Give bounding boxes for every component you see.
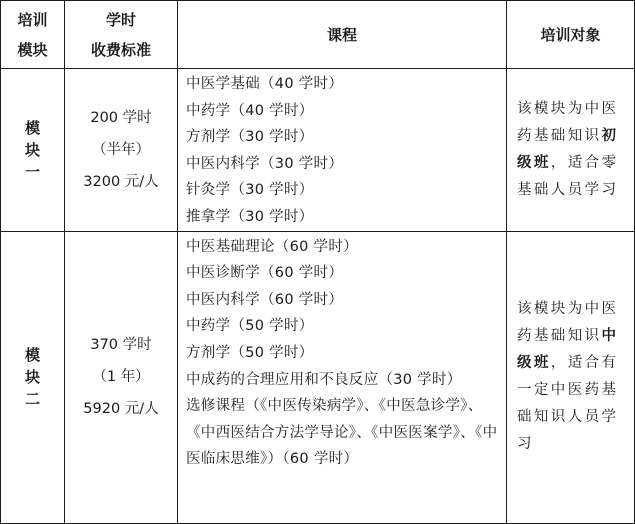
- target-level-bold: 初级班: [517, 127, 619, 171]
- header-module-line2: 模块: [17, 40, 48, 59]
- fee-cell: [65, 69, 178, 232]
- module-name-char: 模: [24, 118, 40, 137]
- target-cell: [507, 231, 635, 523]
- header-courses: 课程: [178, 1, 507, 69]
- target-cell: [507, 69, 635, 232]
- target-level-bold: 中级班: [517, 328, 619, 372]
- duration-text: （1 年）: [92, 369, 150, 386]
- module-name-char: 二: [24, 390, 40, 409]
- module-name-char: 模: [24, 346, 40, 365]
- module-name-char: 块: [24, 368, 40, 387]
- target-text: 该模块为中医药基础知识: [517, 301, 619, 345]
- course-item: 中医内科学（30 学时）: [186, 155, 344, 172]
- course-item: 推拿学（30 学时）: [186, 208, 314, 225]
- fee-text: 3200 元/人: [83, 173, 159, 190]
- course-item: 中医内科学（60 学时）: [186, 291, 344, 308]
- target-text: 该模块为中医药基础知识: [517, 100, 619, 144]
- header-row: [1, 1, 635, 69]
- header-fee-line2: 收费标准: [90, 40, 151, 59]
- target-text: ，适合零基础人员学习: [517, 154, 619, 198]
- header-module-line1: 培训: [17, 10, 48, 29]
- module-name-cell: [1, 69, 65, 232]
- course-item: 方剂学（50 学时）: [186, 344, 314, 361]
- course-item: 中医诊断学（60 学时）: [186, 265, 344, 282]
- course-item: 针灸学（30 学时）: [186, 182, 314, 199]
- header-module: [1, 1, 65, 69]
- duration-text: （半年）: [92, 141, 150, 158]
- header-fee-line1: 学时: [105, 10, 136, 29]
- course-item: 中成药的合理应用和不良反应（30 学时）: [186, 371, 462, 388]
- fee-text: 5920 元/人: [83, 401, 159, 418]
- table-row-module-1: [1, 69, 635, 232]
- course-item: 中药学（50 学时）: [186, 318, 314, 335]
- module-name-cell: [1, 231, 65, 523]
- course-item: 中医学基础（40 学时）: [186, 76, 344, 92]
- hours-text: 200 学时: [90, 109, 152, 126]
- course-list-cell: [178, 69, 507, 232]
- course-item: 方剂学（30 学时）: [186, 129, 314, 146]
- header-target: 培训对象: [507, 1, 635, 69]
- hours-text: 370 学时: [90, 337, 152, 354]
- table-row-module-2: [1, 231, 635, 523]
- module-name-char: 块: [24, 140, 40, 159]
- course-item-electives: 选修课程（《中医传染病学》、《中医急诊学》、《中西医结合方法学导论》、《中医医案学》、《中医临床思维》）（60 学时）: [186, 398, 498, 468]
- course-list-cell: [178, 231, 507, 523]
- course-item: 中药学（40 学时）: [186, 102, 314, 119]
- header-fee: [65, 1, 178, 69]
- module-name-char: 一: [24, 162, 40, 181]
- target-text: ，适合有一定中医药基础知识人员学习: [517, 355, 619, 453]
- fee-cell: [65, 231, 178, 523]
- course-item: 中医基础理论（60 学时）: [186, 238, 358, 255]
